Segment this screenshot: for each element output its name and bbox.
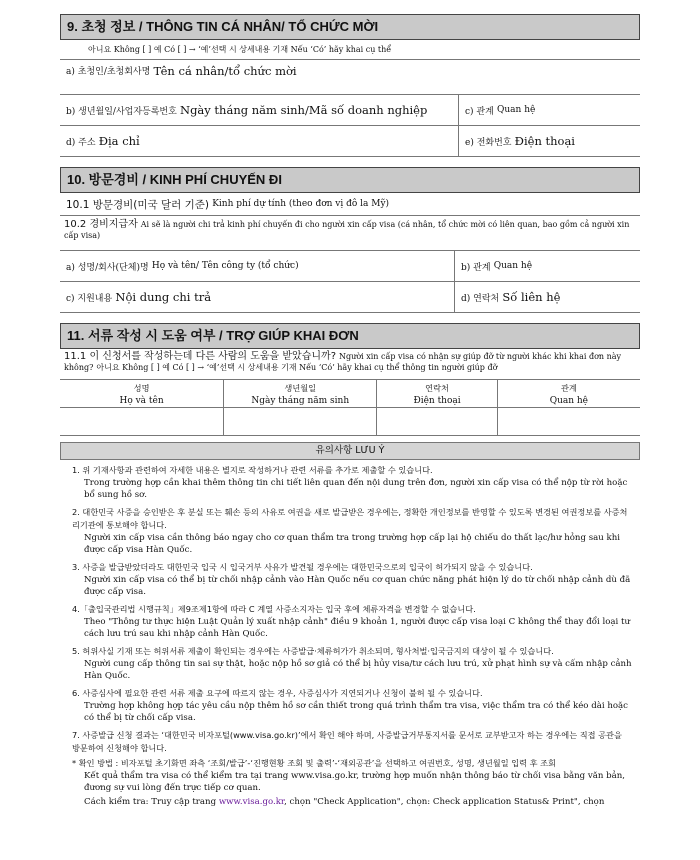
payer-name-label-vi: Họ và tên/ Tên công ty (tổ chức): [151, 261, 299, 271]
inviter-address-field[interactable]: [60, 126, 458, 156]
payer-label-vi: Ai sẽ là người chi trả kinh phí chuyến đi cho người xin cấp visa (cá nhân, tổ chức mời có liên quan, bao gồm cả người xin cấp visa): [64, 220, 630, 240]
payer-row: [60, 216, 640, 251]
inviter-phone-field[interactable]: [458, 126, 640, 156]
section-10-header: 10. 방문경비 / KINH PHÍ CHUYẾN ĐI: [60, 167, 640, 193]
payer-contact-field[interactable]: [454, 282, 640, 312]
inviter-name-row[interactable]: [60, 60, 640, 95]
assistance-question-kr: 11.1 이 신청서를 작성하는데 다른 사람의 도움을 받았습니까?: [64, 351, 337, 362]
note-method-vi: Kết quả thẩm tra visa có thể kiểm tra tại trang www.visa.go.kr, trường hợp muốn nhận thông báo từ chối visa bằng văn bản, đương sự vui lòng đến trực tiếp cơ quan.: [84, 771, 626, 793]
inviter-name-label-vi: Tên cá nhân/tổ chức mời: [153, 64, 297, 78]
section-9-header: 9. 초청 정보 / THÔNG TIN CÁ NHÂN/ TỔ CHỨC MỜI: [60, 14, 640, 40]
assistant-table-header: [60, 380, 640, 408]
inviter-address-label-kr: d) 주소: [66, 137, 96, 148]
assistance-question-vi: Người xin cấp visa có nhận sự giúp đỡ từ người khác khi khai đơn này không?: [64, 352, 622, 372]
assistant-relation-cell[interactable]: [498, 408, 640, 436]
note-item: [72, 464, 632, 501]
note-6-kr: 6. 사증심사에 필요한 관련 서류 제출 요구에 따르지 않는 경우, 사증심사가 지연되거나 신청이 불허 될 수 있습니다.: [72, 688, 483, 698]
assistant-name-cell[interactable]: [60, 408, 224, 436]
assistant-phone-cell[interactable]: [377, 408, 497, 436]
assistance-question-row: [60, 349, 640, 380]
note-method-kr: * 확인 방법 : 비자포털 초기화면 좌측 ‘조회/발급’-‘진행현황 조회 및 출력’-‘재외공관’을 선택하고 여권번호, 성명, 생년월일 입력 후 조회: [72, 758, 556, 768]
note-6-vi: Trường hợp không hợp tác yêu cầu nộp thêm hồ sơ cần thiết trong quá trình thẩm tra visa, việc thẩm tra có thể kéo dài hoặc có thể bị từ chối cấp visa.: [84, 701, 628, 723]
note-3-kr: 3. 사증을 발급받았더라도 대한민국 입국 시 입국거부 사유가 발견될 경우에는 대한민국으로의 입국이 허가되지 않을 수 있습니다.: [72, 562, 533, 572]
note-1-vi: Trong trường hợp cần khai thêm thông tin chi tiết liên quan đến nội dung trên đơn, người xin cấp visa có thể nộp từ rời hoặc bổ sung hồ sơ.: [84, 478, 628, 500]
note-method: [72, 757, 632, 794]
inviter-dob-row: [60, 95, 640, 126]
check-instructions-prefix: Cách kiểm tra: Truy cập trang: [84, 797, 219, 807]
assistant-col-phone-kr: 연락처: [425, 383, 449, 393]
payer-relation-label-vi: Quan hệ: [493, 261, 533, 271]
visa-form-page: [60, 14, 640, 813]
notes-title: 유의사항 LƯU Ý: [315, 445, 385, 456]
inviter-relation-label-vi: Quan hệ: [497, 105, 536, 115]
visit-cost-row[interactable]: [60, 193, 640, 216]
payer-support-label-vi: Nội dung chi trả: [115, 290, 212, 304]
assistant-col-dob-vi: Ngày tháng năm sinh: [251, 396, 350, 406]
assistant-col-name: [60, 380, 224, 408]
payer-name-label-kr: a) 성명/회사(단체)명: [66, 262, 149, 273]
assistant-col-relation: [498, 380, 640, 408]
section-11-header: 11. 서류 작성 시 도움 여부 / TRỢ GIÚP KHAI ĐƠN: [60, 323, 640, 349]
note-5-vi: Người cung cấp thông tin sai sự thật, hoặc nộp hồ sơ giả có thể bị hủy visa/tư cách lưu trú, xử phạt hình sự và cấm nhập cảnh Hàn Quốc.: [84, 659, 632, 681]
inviter-address-label-vi: Địa chỉ: [98, 134, 140, 148]
note-item: [72, 561, 632, 598]
payer-name-field[interactable]: [60, 251, 454, 281]
payer-relation-label-kr: b) 관계: [461, 262, 491, 273]
note-5-kr: 5. 허위사실 기재 또는 허위서류 제출이 확인되는 경우에는 사증발급·체류허가가 취소되며, 형사처벌·입국금지의 대상이 될 수 있습니다.: [72, 646, 554, 656]
inviter-name-label-kr: a) 초청인/초청회사명: [66, 67, 151, 77]
payer-contact-label-vi: Số liên hệ: [502, 290, 561, 304]
note-4-vi: Theo "Thông tư thực hiện Luật Quản lý xuất nhập cảnh" điều 9 khoản 1, người được cấp visa loại C không thể thay đổi loại tư cách lưu trú sau khi nhập cảnh Hàn Quốc.: [84, 617, 631, 639]
payer-contact-label-kr: d) 연락처: [461, 293, 500, 304]
note-7-kr: 7. 사증발급 신청 결과는 ‘대한민국 비자포털(www.visa.go.kr)’에서 확인 해야 하며, 사증발급거부통지서를 문서로 교부받고자 하는 경우에는 직접 공관을 방문하여 신청해야 합니다.: [72, 730, 622, 753]
notes-body: [60, 460, 640, 808]
note-item: [72, 687, 632, 724]
inviter-dob-label-vi: Ngày tháng năm sinh/Mã số doanh nghiệp: [180, 103, 428, 117]
inviter-dob-field[interactable]: [60, 95, 458, 125]
payer-support-label-kr: c) 지원내용: [66, 293, 113, 304]
note-check-instructions: [72, 796, 632, 808]
payer-name-row: [60, 251, 640, 282]
inviter-dob-label-kr: b) 생년월일/사업자등록번호: [66, 106, 177, 117]
note-item: [72, 645, 632, 682]
note-2-vi: Người xin cấp visa cần thông báo ngay cho cơ quan thẩm tra trong trường hợp cấp lại hộ chiếu do thất lạc/hư hỏng sau khi được cấp visa Hàn Quốc.: [84, 533, 620, 555]
inviter-relation-label-kr: c) 관계: [465, 106, 494, 117]
visa-portal-link[interactable]: www.visa.go.kr: [218, 797, 285, 807]
assistant-col-relation-vi: Quan hệ: [549, 396, 589, 406]
assistant-col-phone: [377, 380, 497, 408]
visit-cost-label-vi: Kinh phí dự tính (theo đơn vị đô la Mỹ): [212, 199, 390, 209]
note-item: [72, 603, 632, 640]
note-item: [72, 506, 632, 556]
assistant-col-phone-vi: Điện thoại: [413, 396, 461, 406]
note-4-kr: 4.「출입국관리법 시행규칙」제9조제1항에 따라 C 계열 사증소지자는 입국 후에 체류자격을 변경할 수 없습니다.: [72, 604, 476, 614]
section-9-question-row: [60, 40, 640, 60]
assistance-question-options: 아니요 Không [ ] 예 Có [ ] → ‘예’선택 시 상세내용 기재 Nếu ‘Có’ hãy khai cụ thể thông tin người giúp đỡ: [96, 363, 498, 372]
payer-relation-field[interactable]: [454, 251, 640, 281]
note-3-vi: Người xin cấp visa có thể bị từ chối nhập cảnh vào Hàn Quốc nếu cơ quan chức năng phát hiện lý do từ chối nhập cảnh dù đã được cấp visa.: [84, 575, 631, 597]
payer-label-kr: 10.2 경비지급자: [64, 219, 138, 230]
note-2-kr: 2. 대한민국 사증을 승인받은 후 분실 또는 훼손 등의 사유로 여권을 새로 발급받은 경우에는, 정확한 개인정보를 반영할 수 있도록 변경된 여권정보를 사증처리기관에 통보해야 합니다.: [72, 507, 628, 530]
assistant-col-dob: [224, 380, 377, 408]
note-item: [72, 729, 632, 755]
assistant-col-name-vi: Họ và tên: [119, 396, 164, 406]
assistant-col-relation-kr: 관계: [560, 383, 577, 393]
note-1-kr: 1. 위 기재사항과 관련하여 자세한 내용은 별지로 작성하거나 관련 서류를 추가로 제출할 수 있습니다.: [72, 465, 433, 475]
assistant-col-dob-kr: 생년월일: [284, 383, 317, 393]
section-9-question: 아니요 Không [ ] 예 Có [ ] → ‘예’선택 시 상세내용 기재 Nếu ‘Có’ hãy khai cụ thể: [88, 45, 392, 54]
assistant-col-name-kr: 성명: [133, 383, 150, 393]
inviter-phone-label-vi: Điện thoại: [514, 134, 575, 148]
assistant-dob-cell[interactable]: [224, 408, 377, 436]
inviter-phone-label-kr: e) 전화번호: [465, 137, 512, 148]
assistant-table-row: [60, 408, 640, 436]
payer-support-row: [60, 282, 640, 313]
visit-cost-label-kr: 10.1 방문경비(미국 달러 기준): [66, 198, 210, 211]
inviter-address-row: [60, 126, 640, 157]
notes-header: [60, 442, 640, 460]
inviter-relation-field[interactable]: [458, 95, 640, 125]
check-instructions-suffix: , chọn "Check Application", chọn: Check application Status& Print", chọn: [284, 797, 605, 807]
payer-support-field[interactable]: [60, 282, 454, 312]
